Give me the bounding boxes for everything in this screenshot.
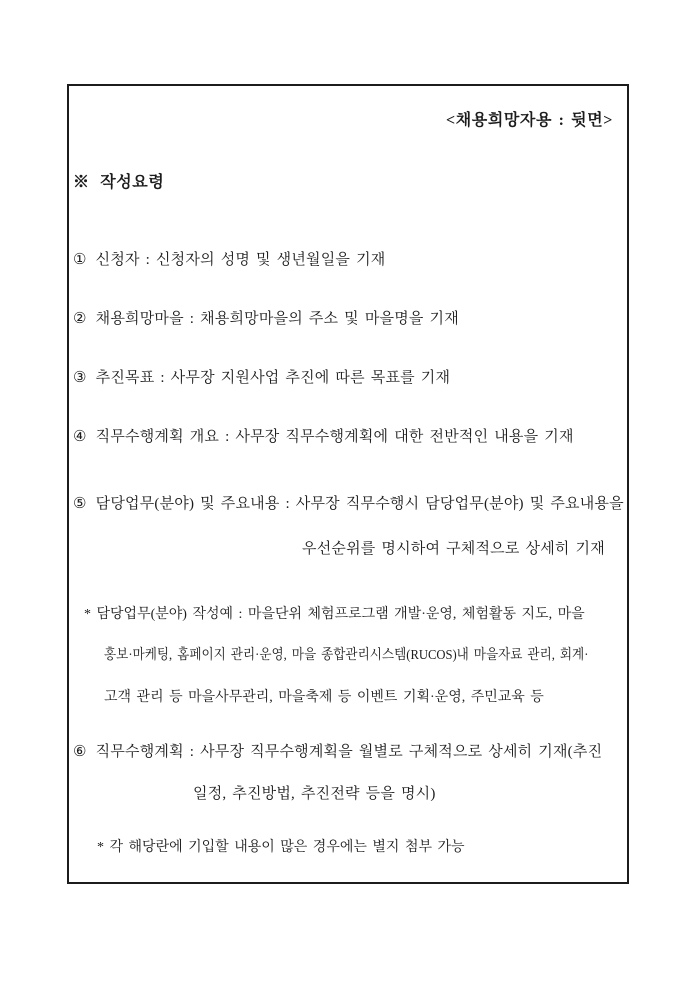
example-note-line-3: 고객 관리 등 마을사무관리, 마을축제 등 이벤트 기획·운영, 주민교육 등 bbox=[104, 690, 544, 705]
item-3-text: 추진목표 : 사무장 지원사업 추진에 따른 목표를 기재 bbox=[95, 370, 451, 386]
item-2-text: 채용희망마을 : 채용희망마을의 주소 및 마을명을 기재 bbox=[95, 311, 459, 327]
instruction-item-4 bbox=[73, 428, 574, 447]
footer-note: * 각 해당란에 기입할 내용이 많은 경우에는 별지 첨부 가능 bbox=[97, 840, 465, 855]
form-border-box bbox=[67, 84, 629, 884]
item-5-number: ⑤ bbox=[73, 496, 87, 512]
example-note-line-1: * 담당업무(분야) 작성예 : 마을단위 체험프로그램 개발·운영, 체험활동 지도, 마을 bbox=[84, 607, 585, 622]
instruction-item-5-line-2: 우선순위를 명시하여 구체적으로 상세히 기재 bbox=[302, 541, 605, 557]
item-4-text: 직무수행계획 개요 : 사무장 직무수행계획에 대한 전반적인 내용을 기재 bbox=[95, 429, 574, 445]
section-title: ※ 작성요령 bbox=[73, 174, 165, 191]
instruction-item-6-line-2: 일정, 추진방법, 추진전략 등을 명시) bbox=[193, 786, 436, 802]
instruction-item-1 bbox=[73, 251, 385, 270]
item-1-text: 신청자 : 신청자의 성명 및 생년월일을 기재 bbox=[95, 252, 386, 268]
item-5-text-line-1: 담당업무(분야) 및 주요내용 : 사무장 직무수행시 담당업무(분야) 및 주요내용을 bbox=[95, 496, 624, 512]
item-4-number: ④ bbox=[73, 429, 87, 445]
header-note: <채용희망자용 : 뒷면> bbox=[445, 112, 613, 129]
item-3-number: ③ bbox=[73, 370, 87, 386]
instruction-item-2 bbox=[73, 310, 459, 329]
instruction-item-5 bbox=[73, 495, 624, 514]
item-6-text-line-1: 직무수행계획 : 사무장 직무수행계획을 월별로 구체적으로 상세히 기재(추진 bbox=[95, 744, 603, 760]
item-6-number: ⑥ bbox=[73, 744, 87, 760]
item-1-number: ① bbox=[73, 252, 87, 268]
instruction-item-6 bbox=[73, 743, 602, 762]
item-2-number: ② bbox=[73, 311, 87, 327]
instruction-item-3 bbox=[73, 369, 450, 388]
example-note-line-2: 홍보·마케팅, 홈페이지 관리·운영, 마을 종합관리시스템(RUCOS)내 마을자료 관리, 회계· bbox=[104, 648, 589, 663]
